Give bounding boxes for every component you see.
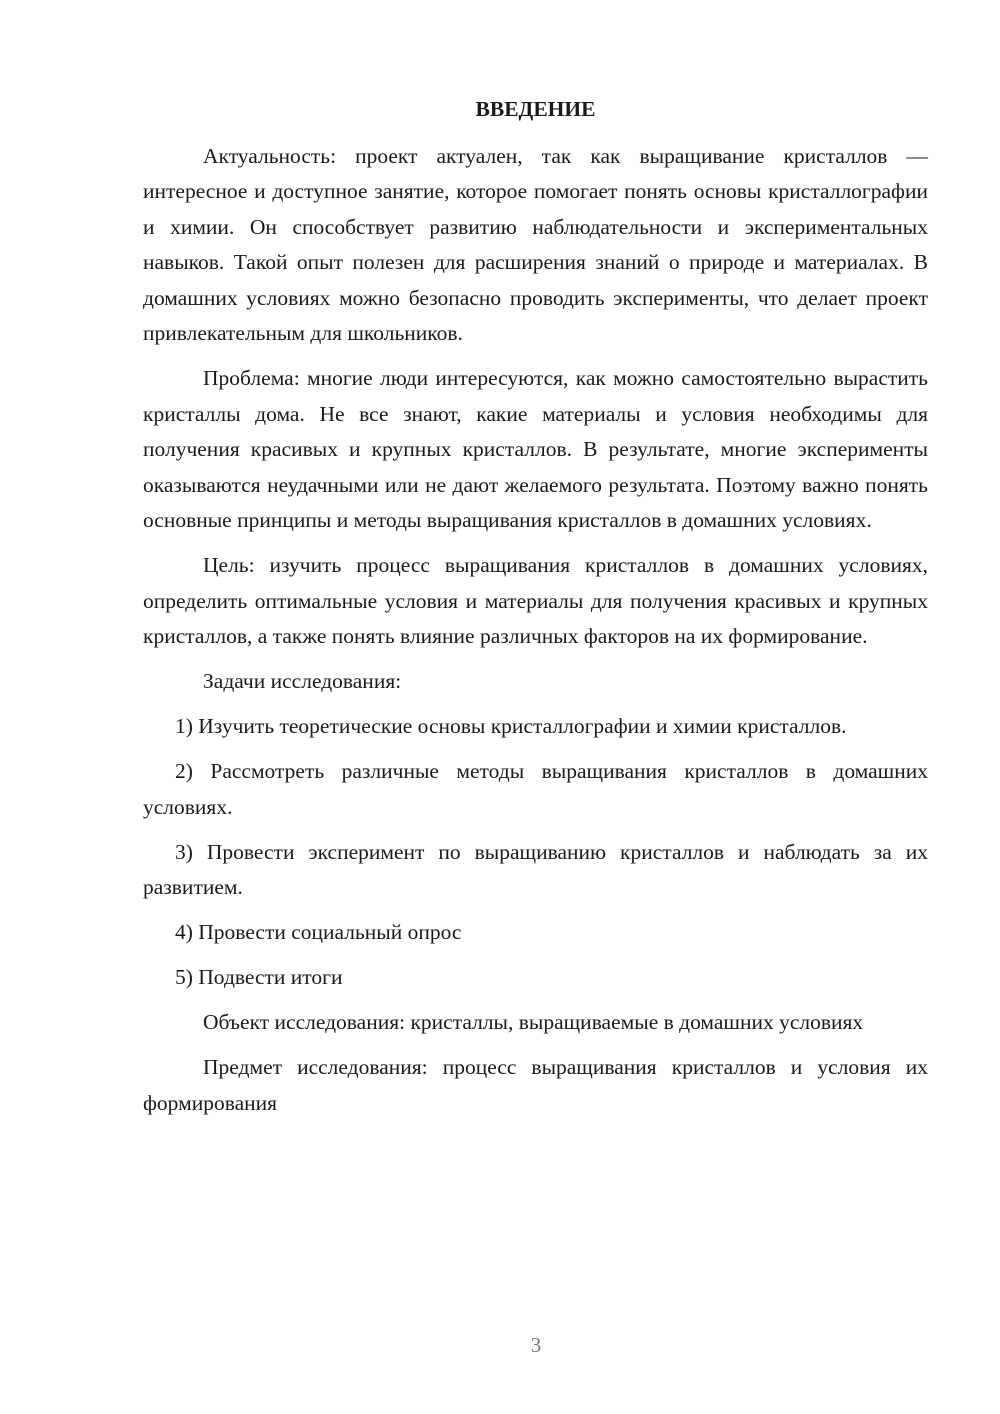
section-title: ВВЕДЕНИЕ xyxy=(475,97,596,121)
task-item: 4) Провести социальный опрос xyxy=(175,920,462,944)
subject-paragraph: Предмет исследования: процесс выращивания кристаллов и условия их формирования xyxy=(143,1055,928,1115)
task-item: 5) Подвести итоги xyxy=(175,965,343,989)
document-page xyxy=(143,92,928,1131)
page-number: 3 xyxy=(530,1333,542,1357)
goal-paragraph: Цель: изучить процесс выращивания кристаллов в домашних условиях, определить оптимальные условия и материалы для получения красивых и крупных кристаллов, а также понять влияние различных факторов на их формирование. xyxy=(143,553,928,648)
tasks-heading: Задачи исследования: xyxy=(203,669,402,693)
object-paragraph: Объект исследования: кристаллы, выращиваемые в домашних условиях xyxy=(203,1010,864,1034)
task-item: 2) Рассмотреть различные методы выращивания кристаллов в домашних условиях. xyxy=(143,759,928,819)
relevance-paragraph: Актуальность: проект актуален, так как выращивание кристаллов — интересное и доступное занятие, которое помогает понять основы кристаллографии и химии. Он способствует развитию наблюдательности и экспериментальных навыков. Такой опыт полезен для расширения знаний о природе и материалах. В домашних условиях можно безопасно проводить эксперименты, что делает проект привлекательным для школьников. xyxy=(143,143,928,345)
problem-paragraph: Проблема: многие люди интересуются, как можно самостоятельно вырастить кристаллы дома. Не все знают, какие материалы и условия необходимы для получения красивых и крупных кристаллов. В результате, многие эксперименты оказываются неудачными или не дают желаемого результата. Поэтому важно понять основные принципы и методы выращивания кристаллов в домашних условиях. xyxy=(143,366,928,532)
task-item: 1) Изучить теоретические основы кристаллографии и химии кристаллов. xyxy=(175,714,847,738)
task-item: 3) Провести эксперимент по выращиванию кристаллов и наблюдать за их развитием. xyxy=(143,839,928,899)
